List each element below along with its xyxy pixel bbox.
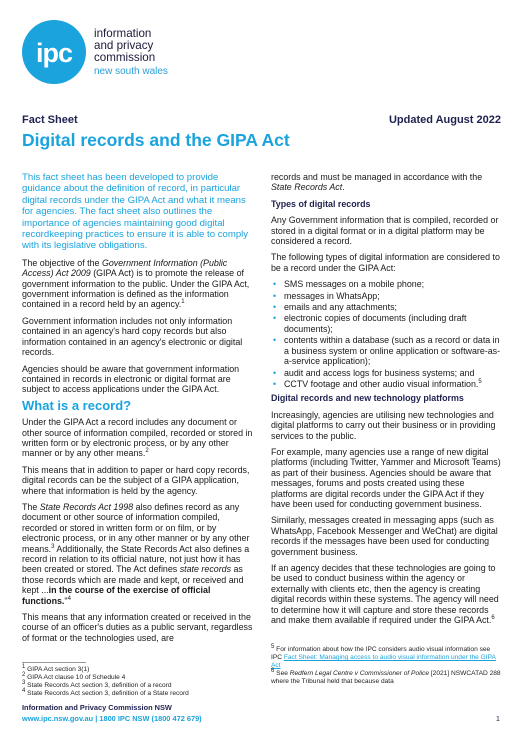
paragraph-officer-duties: This means that any information created or received in the course of an officer's duties as a public servant, regardless of format or the technologies used, are [22,612,253,643]
footnotes-left [22,663,254,698]
footnote-1: $^1$ GIPA Act section 3(1) [22,663,90,673]
footnote-ref-1: 1 [181,299,185,306]
footnote-ref-5: 5 [478,378,482,385]
fact-sheet-link[interactable]: Fact Sheet: Managing access to audio visual information under the GIPA Act [271,654,496,669]
list-item: • audit and access logs for business systems; and [271,368,501,378]
list-item: • SMS messages on a mobile phone; [271,279,501,289]
page-number: 1 [495,714,500,723]
document-type-label: Fact Sheet [22,114,78,126]
paragraph-state-records-act: The State Records Act 1998 also defines record as any document or other source of information compiled, recorded or stored in written form or on film, or by electronic process, or in any other manner or by any other means.$^3$ Additionally, the State Records Act also defines a record in relation to its official nature, not just how it has been created or stored. The Act defines state records as those records which are made and kept, or received and kept ...in the course of the exercise of official functions."$^4$ [22,501,250,606]
footnote-ref-4: 4 [67,595,71,602]
footnote-3: $^3$ State Records Act section 3, definition of a record [22,679,172,689]
paragraph-types-intro: Any Government information that is compiled, recorded or stored in a digital format or in a digital platform may be considered a record. [271,215,499,247]
list-item: • electronic copies of documents (including draft documents); [271,313,501,334]
paragraph-types-list-intro: The following types of digital information are considered to be a record under the GIPA Act: [271,252,500,273]
list-item: • messages in WhatsApp; [271,291,501,301]
footnote-ref-6: 6 [491,615,495,622]
brand-name [94,28,168,78]
paragraph-continued: records and must be managed in accordance with the State Records Act. [271,172,483,193]
paragraph-objective: The objective of the Government Information (Public Access) Act 2009 (GIPA Act) is to promote the release of government information to the public. Under the GIPA Act, government information is defined as the information contained in a record held by an agency.$^1$ [22,257,250,310]
intro-paragraph: This fact sheet has been developed to provide guidance about the definition of record, in particular digital records under the GIPA Act and what it means for agencies. The fact sheet also outlines the importance of agencies maintaining good digital recordkeeping practices to ensure it is able to comply with its legislative obligations. [22,172,249,252]
paragraph-record-definition: Under the GIPA Act a record includes any document or other source of information compiled, recorded or stored in written form or by electronic process, or by any other manner or by any other means.$^2$ [22,417,253,459]
paragraph-agency-decision: If an agency decides that these technologies are going to be used to conduct business within the agency or externally with clients etc, then the agency is creating digital records within these systems. The agency will need to determine how it will capture and store these records and make them available if required under the GIPA Act.$^6$ [271,563,499,626]
footnote-divider [22,662,86,663]
footnotes-right [271,643,501,686]
list-item: • contents within a database (such as a record or data in a business system or online application or software-as-a-service application); [271,335,501,366]
ipc-logo [22,20,86,84]
footer-org: Information and Privacy Commission NSW [22,703,172,712]
paragraph-new-technologies: Increasingly, agencies are utilising new technologies and digital platforms to carry out their business or in providing services to the public. [271,409,496,441]
paragraph-access-applications: Agencies should be aware that government information contained in records in electronic or digital format are subject to access applications under the GIPA Act. [22,363,240,395]
footnote-ref-2: 2 [145,448,149,455]
digital-record-types-list [271,279,501,389]
list-item: • CCTV footage and other audio visual information.$^5$ [271,379,501,389]
updated-date: Updated August 2022 [388,114,501,126]
footnote-ref-3: 3 [51,543,55,550]
footer-contact[interactable]: www.ipc.nsw.gov.au | 1800 IPC NSW (1800 472 679) [22,714,202,723]
heading-new-technology-platforms: Digital records and new technology platforms [271,393,464,404]
footnote-6: $^6$ See Redfern Legal Centre v Commissioner of Police [2021] NSWCATAD 288 where the Tribunal held that because data [271,667,501,685]
paragraph-government-information: Government information includes not only information contained in an agency's hard copy records but also information contained in an agency's electronic or digital records. [22,315,243,358]
left-column [22,172,254,649]
page-title: Digital records and the GIPA Act [22,130,290,150]
brand-line-4: new south wales [94,66,168,77]
brand-line-2: and privacy [94,39,154,52]
right-column [271,172,501,631]
paragraph-platforms-example: For example, many agencies use a range of new digital platforms (including Twitter, Yammer and Microsoft Teams) as part of their business. Agencies should be aware that messages, forums and posts created using these platforms are digital records under the GIPA Act if they have been used for conducting government business. [271,446,501,509]
paragraph-messaging-apps: Similarly, messages created in messaging apps (such as WhatsApp, Facebook Messenger and WeChat) are digital records if the messages have been used for conducting government business. [271,515,498,557]
footnote-4: $^4$ State Records Act section 3, definition of a State record [22,687,189,697]
brand-line-3: commission [94,51,156,64]
brand-line-1: information [94,27,152,40]
heading-types-of-digital-records: Types of digital records [271,198,371,209]
footnote-5: $^5$ For information about how the IPC considers audio visual information see IPC Fact Sheet: Managing access to audio visual information under the GIPA Act [271,643,496,669]
page-footer [22,702,202,724]
paragraph-digital-records: This means that in addition to paper or hard copy records, digital records can be the subject of a GIPA application, where that information is held by the agency. [22,464,250,496]
list-item: • emails and any attachments; [271,302,501,312]
logo-text: ipc [35,38,72,68]
footnote-2: $^2$ GIPA Act clause 10 of Schedule 4 [22,671,126,681]
heading-what-is-a-record: What is a record? [22,397,132,413]
